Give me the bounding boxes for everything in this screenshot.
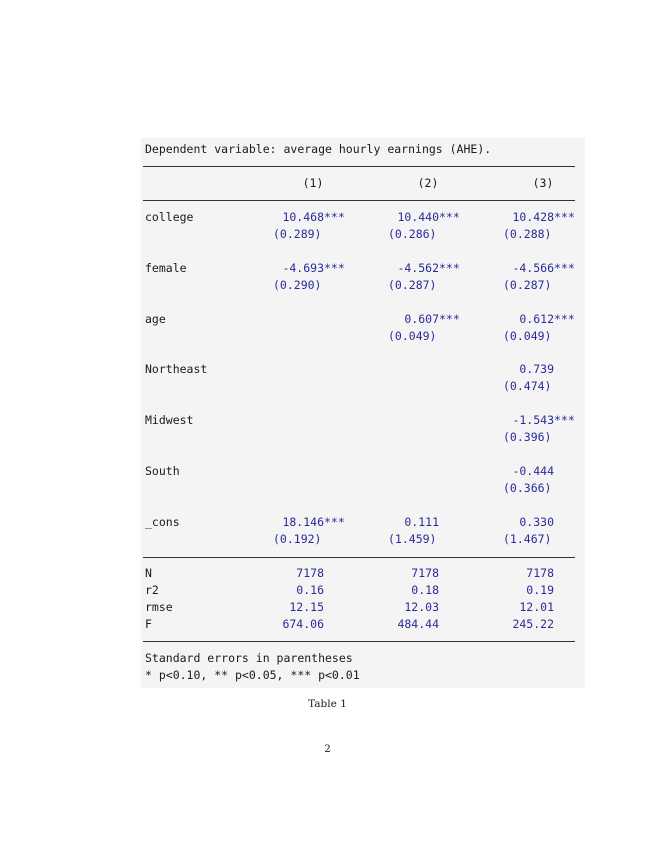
page-number: 2	[324, 744, 331, 755]
table-caption: Table 1	[308, 698, 347, 710]
row-label: Northeast	[145, 362, 208, 376]
standard-error: (0.289)	[273, 227, 322, 241]
stat-value: 7178	[411, 566, 439, 580]
stat-value: 12.01	[519, 600, 554, 614]
coefficient-value: -0.444	[512, 464, 554, 478]
row-label: Midwest	[145, 413, 194, 427]
standard-error: (1.467)	[503, 532, 552, 546]
coefficient-value: 0.739	[519, 362, 554, 376]
significance-stars: ***	[554, 261, 575, 275]
standard-error: (0.049)	[503, 329, 552, 343]
standard-error: (0.287)	[503, 278, 552, 292]
coefficient-value: 10.468	[282, 210, 324, 224]
stat-value: 674.06	[282, 617, 324, 631]
stat-value: 245.22	[512, 617, 554, 631]
stat-value: 12.15	[289, 600, 324, 614]
stat-value: 12.03	[404, 600, 439, 614]
coefficient-value: 0.111	[404, 515, 439, 529]
coefficient-value: 0.330	[519, 515, 554, 529]
coefficient-value: 10.440	[397, 210, 439, 224]
coefficient-value: 0.612	[519, 312, 554, 326]
significance-stars: ***	[439, 312, 460, 326]
coefficient-value: 0.607	[404, 312, 439, 326]
stat-label: rmse	[145, 600, 173, 614]
stat-value: 0.16	[296, 583, 324, 597]
significance-stars: ***	[439, 210, 460, 224]
row-label: age	[145, 312, 166, 326]
significance-stars: ***	[324, 210, 345, 224]
table-title: Dependent variable: average hourly earnings (AHE).	[145, 142, 492, 156]
top-rule	[143, 166, 575, 167]
standard-error: (0.192)	[273, 532, 322, 546]
standard-error: (1.459)	[388, 532, 437, 546]
significance-stars: ***	[554, 312, 575, 326]
coefficient-value: -4.566	[512, 261, 554, 275]
significance-stars: ***	[554, 413, 575, 427]
stat-value: 7178	[296, 566, 324, 580]
standard-error: (0.290)	[273, 278, 322, 292]
stat-value: 0.19	[526, 583, 554, 597]
coefficient-value: -4.562	[397, 261, 439, 275]
significance-stars: ***	[324, 261, 345, 275]
column-header-1: (1)	[302, 176, 324, 190]
table-note-standard-errors: Standard errors in parentheses	[145, 651, 353, 665]
significance-stars: ***	[324, 515, 345, 529]
standard-error: (0.286)	[388, 227, 437, 241]
standard-error: (0.049)	[388, 329, 437, 343]
standard-error: (0.474)	[503, 379, 552, 393]
row-label: college	[145, 210, 194, 224]
stat-label: F	[145, 617, 152, 631]
stat-value: 7178	[526, 566, 554, 580]
column-header-3: (3)	[532, 176, 554, 190]
column-header-2: (2)	[417, 176, 439, 190]
standard-error: (0.288)	[503, 227, 552, 241]
table-note-significance: * p<0.10, ** p<0.05, *** p<0.01	[145, 668, 360, 682]
coefficient-value: -4.693	[282, 261, 324, 275]
coefficient-value: -1.543	[512, 413, 554, 427]
coefficient-value: 10.428	[512, 210, 554, 224]
standard-error: (0.366)	[503, 481, 552, 495]
stats-rule	[143, 557, 575, 558]
bottom-rule	[143, 641, 575, 642]
stat-value: 0.18	[411, 583, 439, 597]
stat-label: N	[145, 566, 152, 580]
row-label: _cons	[145, 515, 180, 529]
stat-value: 484.44	[397, 617, 439, 631]
standard-error: (0.287)	[388, 278, 437, 292]
coefficient-value: 18.146	[282, 515, 324, 529]
row-label: female	[145, 261, 187, 275]
row-label: South	[145, 464, 180, 478]
significance-stars: ***	[439, 261, 460, 275]
standard-error: (0.396)	[503, 430, 552, 444]
significance-stars: ***	[554, 210, 575, 224]
stat-label: r2	[145, 583, 159, 597]
header-rule	[143, 200, 575, 201]
